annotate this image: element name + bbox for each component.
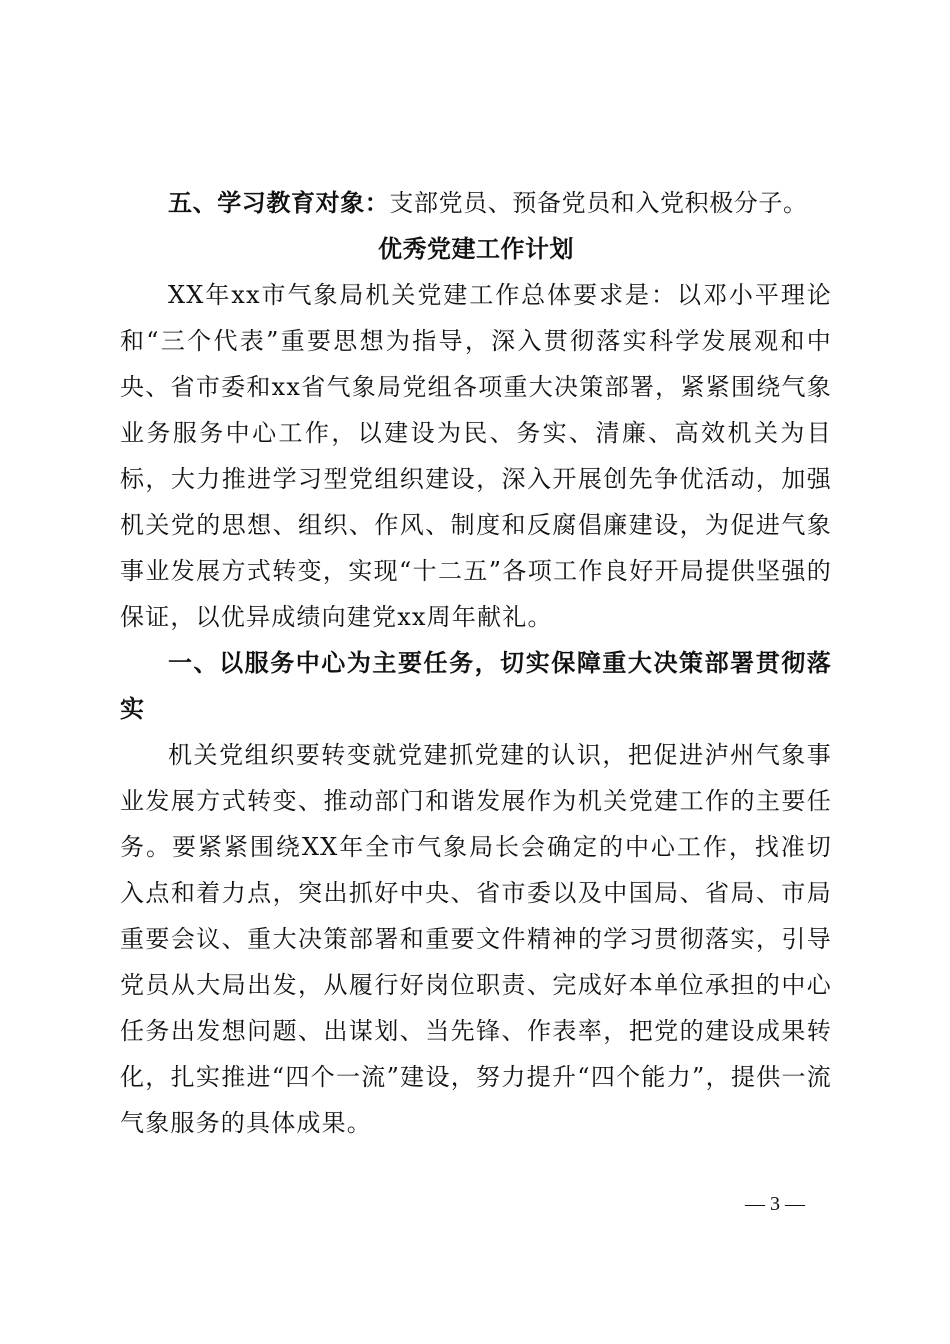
document-body	[120, 180, 832, 1146]
document-title: 优秀党建工作计划	[378, 235, 574, 263]
intro-paragraph: XX年xx市气象局机关党建工作总体要求是：以邓小平理论和“三个代表”重要思想为指导，深入贯彻落实科学发展观和中央、省市委和xx省气象局党组各项重大决策部署，紧紧围绕气象业务服务中心工作，以建设为民、务实、清廉、高效机关为目标，大力推进学习型党组织建设，深入开展创先争优活动，加强机关党的思想、组织、作风、制度和反腐倡廉建设，为促进气象事业发展方式转变，实现“十二五”各项工作良好开局提供坚强的保证，以优异成绩向建党xx周年献礼。	[120, 281, 832, 631]
section-five-paragraph	[120, 180, 832, 226]
section-five-text: 支部党员、预备党员和入党积极分子。	[389, 189, 808, 217]
section-one-heading: 一、以服务中心为主要任务，切实保障重大决策部署贯彻落实	[120, 649, 832, 723]
section-one-body: 机关党组织要转变就党建抓党建的认识，把促进泸州气象事业发展方式转变、推动部门和谐发展作为机关党建工作的主要任务。要紧紧围绕XX年全市气象局长会确定的中心工作，找准切入点和着力点，突出抓好中央、省市委以及中国局、省局、市局重要会议、重大决策部署和重要文件精神的学习贯彻落实，引导党员从大局出发，从履行好岗位职责、完成好本单位承担的中心任务出发想问题、出谋划、当先锋、作表率，把党的建设成果转化，扎实推进“四个一流”建设，努力提升“四个能力”，提供一流气象服务的具体成果。	[120, 741, 832, 1137]
section-five-label: 五、学习教育对象：	[168, 189, 390, 217]
page-number: — 3 —	[745, 1193, 805, 1215]
